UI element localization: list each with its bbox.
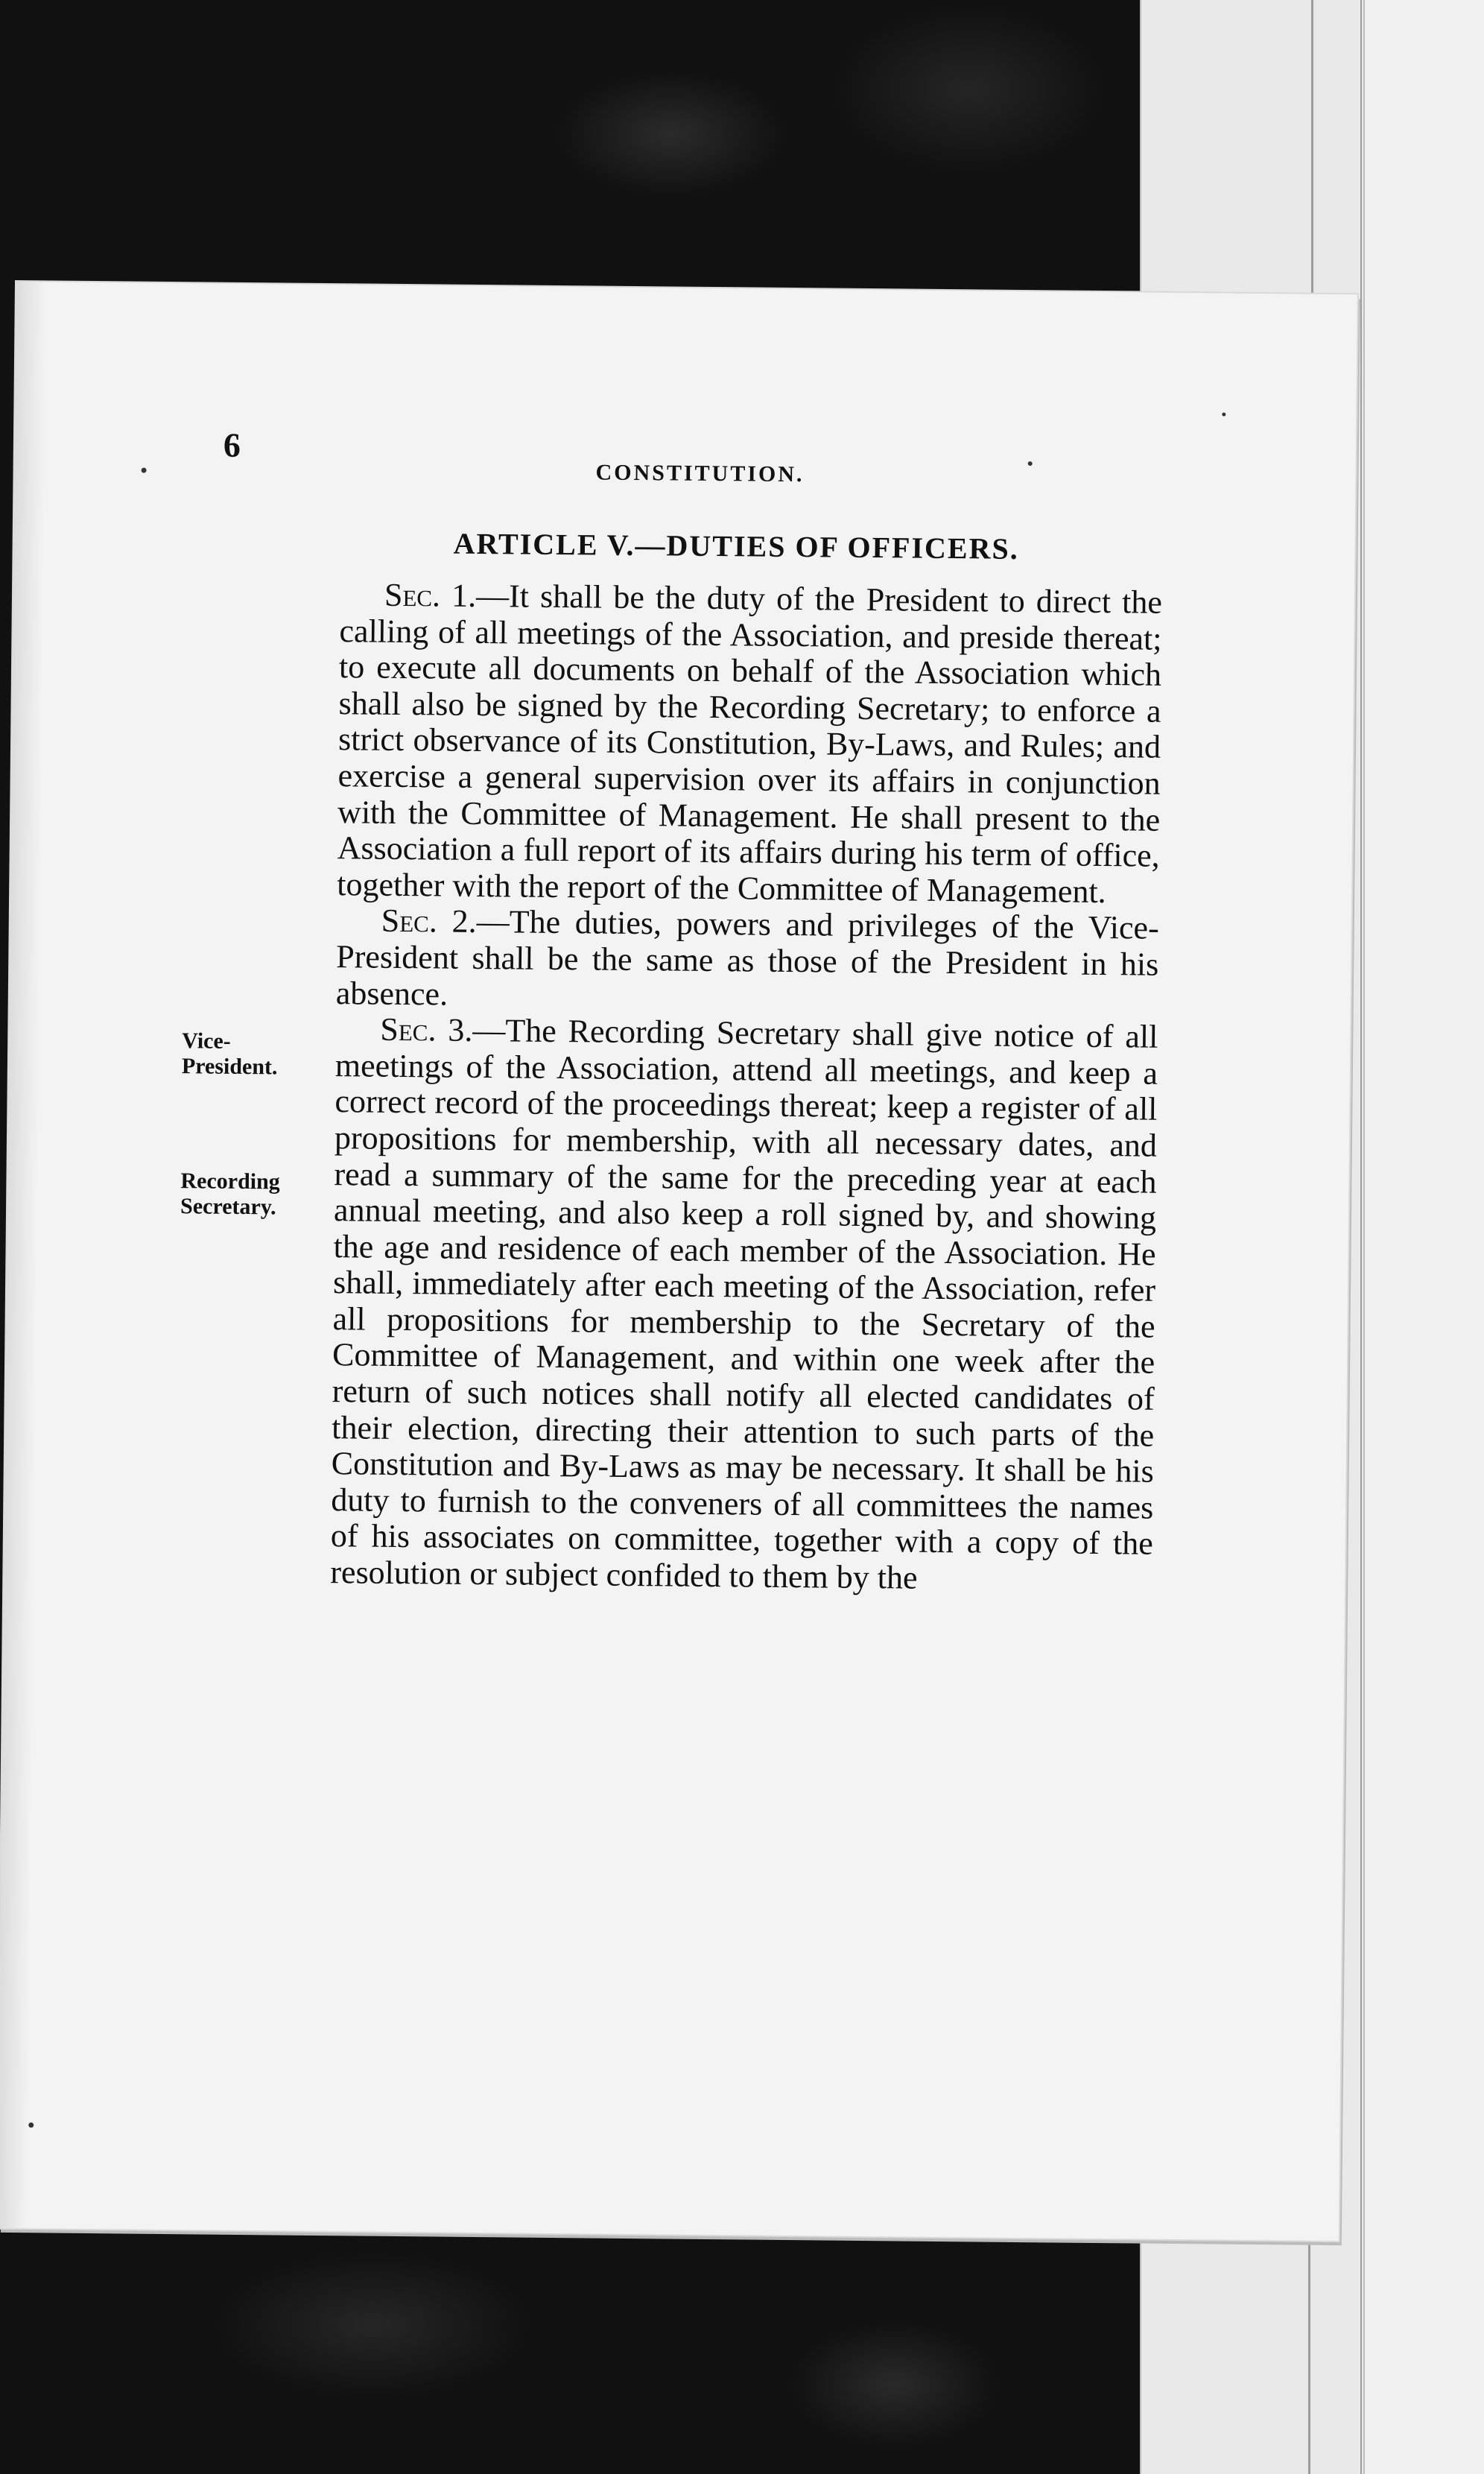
section-label: Sec. 2.: [381, 902, 477, 940]
section-text: —The Recording Secretary shall give notice of all meetings of the Association, attend all meetings, and keep a correct record of the proceedings thereat; keep a register of all propositions for membership, with all necessary dates, and read a summary of the same for the preceding year at each annual meeting, and also keep a roll signed by, and showing the age and residence of each member of the Association. He shall, immediately after each meeting of the Association, refer all propositions for membership to the Secretary of the Committee of Management, and within one week after the return of such notices shall notify all elected candidates of their election, directing their attention to such parts of the Constitution and By-Laws as may be necessary. It shall be his duty to furnish to the conveners of all committees the names of his associates on committee, together with a copy of the resolution or subject confided to them by the: [330, 1012, 1158, 1596]
margin-note-vice-president: Vice- President.: [181, 1028, 278, 1080]
section-text: —It shall be the duty of the President to direct the calling of all meetings of the Association, and preside thereat; to execute all documents on behalf of the Association which shall also be signed by the Recording Secretary; to enforce a strict observance of its Constitution, By-Laws, and Rules; and exercise a general supervision over its affairs in conjunction with the Committee of Management. He shall present to the Association a full report of its affairs during his term of office, together with the report of the Committee of Management.: [337, 577, 1163, 910]
print-speck: [28, 2122, 34, 2127]
running-head: CONSTITUTION.: [595, 460, 805, 487]
section-label: Sec. 1.: [384, 576, 477, 614]
scanned-page: [0, 282, 1357, 2241]
section-1: [337, 577, 1162, 911]
section-label: Sec. 3.: [380, 1010, 473, 1049]
section-text: —The duties, powers and privileges of the Vice-President shall be the same as those of the President in his absence.: [335, 903, 1159, 1013]
section-3: [330, 1011, 1158, 1598]
article-heading: ARTICLE V.—DUTIES OF OFFICERS.: [453, 526, 1019, 566]
page-fold-line: [1308, 2228, 1310, 2474]
page-number: 6: [223, 425, 241, 464]
page-fold-line: [1360, 0, 1362, 2474]
page-fold-line: [1311, 0, 1313, 313]
margin-note-recording-secretary: Recording Secretary.: [180, 1168, 280, 1220]
print-speck: [1028, 461, 1033, 466]
article-body: [330, 577, 1162, 1598]
underlying-page-edge: [1363, 0, 1484, 2474]
section-2: [336, 903, 1159, 1019]
print-speck: [142, 468, 147, 473]
print-speck: [1222, 413, 1225, 417]
